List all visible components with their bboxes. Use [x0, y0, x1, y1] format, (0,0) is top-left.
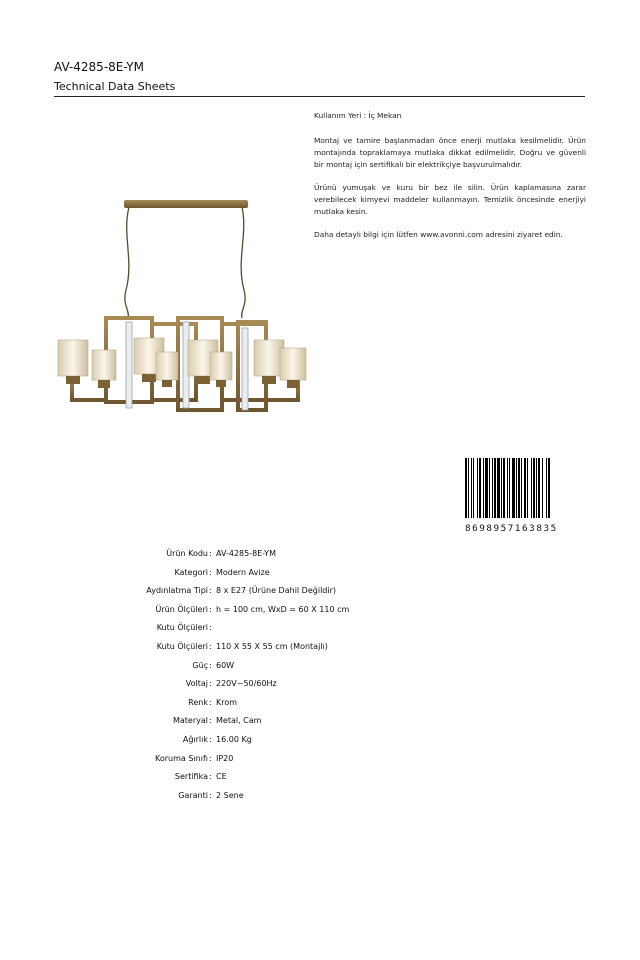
spec-separator: : [209, 772, 212, 782]
barcode-bar [465, 458, 467, 518]
lamp-shades [58, 338, 306, 388]
spec-separator: : [209, 735, 212, 744]
barcode-bar [471, 458, 472, 518]
barcode-bar [494, 458, 496, 518]
spec-separator: : [209, 642, 212, 651]
spec-value: 2 Sene [216, 790, 244, 800]
spec-label: Materyal [172, 716, 208, 726]
spec-value: 60W [216, 660, 235, 670]
spec-label: Sertifika [174, 772, 208, 782]
spec-row [0, 623, 640, 635]
barcode-bar [524, 458, 526, 518]
suspension-chains [125, 207, 245, 318]
barcode-bar [473, 458, 474, 518]
spec-row [0, 568, 640, 580]
barcode-bar [501, 458, 502, 518]
spec-row [0, 735, 640, 747]
barcode-bar [536, 458, 537, 518]
usage-location: Kullanım Yeri : İç Mekan [314, 111, 402, 120]
barcode-bar [468, 458, 469, 518]
barcode-bar [548, 458, 550, 518]
spec-label: Garanti [178, 790, 208, 800]
barcode-bar [479, 458, 481, 518]
chandelier-product-image [52, 190, 314, 430]
spec-row [0, 642, 640, 654]
spec-separator: : [209, 716, 212, 726]
spec-value: 220V~50/60Hz [216, 679, 277, 689]
spec-separator: : [209, 660, 212, 670]
spec-label: Renk [188, 697, 208, 707]
spec-label: Kutu Ölçüleri [156, 642, 208, 651]
barcode-bar [546, 458, 547, 518]
spec-row [0, 586, 640, 598]
barcode-bar [527, 458, 528, 518]
barcode-bar [503, 458, 505, 518]
barcode-bar [497, 458, 500, 518]
spec-value: 110 X 55 X 55 cm (Montajlı) [216, 642, 328, 651]
barcode-bar [485, 458, 488, 518]
spec-label: Aydınlatma Tipi [146, 586, 208, 596]
spec-label: Ürün Kodu [166, 549, 208, 558]
barcode-bar [512, 458, 515, 518]
spec-separator: : [209, 567, 212, 577]
spec-label: Koruma Sınıfı [155, 753, 208, 763]
barcode-bar [516, 458, 517, 518]
barcode-bar [542, 458, 543, 518]
spec-separator: : [209, 586, 212, 596]
spec-label: Ağırlık [182, 735, 208, 744]
spec-value: CE [216, 772, 227, 782]
barcode-bar [509, 458, 510, 518]
spec-label: Voltaj [185, 679, 208, 689]
spec-value: Metal, Cam [216, 716, 262, 726]
barcode-bar [507, 458, 508, 518]
spec-value: Modern Avize [216, 567, 270, 577]
barcode-bar [538, 458, 540, 518]
spec-separator: : [209, 549, 212, 558]
spec-row [0, 679, 640, 691]
spec-label: Kategori [174, 567, 208, 577]
spec-row [0, 549, 640, 561]
barcode-bar [518, 458, 520, 518]
spec-label: Ürün Ölçüleri [155, 604, 208, 614]
ceiling-canopy [124, 200, 248, 208]
spec-row [0, 754, 640, 766]
barcode-bar [531, 458, 532, 518]
spec-separator: : [209, 697, 212, 707]
spec-row [0, 661, 640, 673]
barcode-number: 8698957163835 [465, 523, 558, 534]
spec-separator: : [209, 604, 212, 614]
spec-value: 16.00 Kg [216, 735, 252, 744]
spec-label: Güç [192, 660, 208, 670]
spec-row [0, 772, 640, 784]
usage-notes [314, 110, 586, 252]
spec-row [0, 791, 640, 803]
barcode-bar [533, 458, 535, 518]
spec-row [0, 698, 640, 710]
product-barcode [465, 458, 585, 534]
spec-value: IP20 [216, 753, 234, 763]
header-divider [54, 96, 585, 97]
spec-separator: : [209, 753, 212, 763]
barcode-bar [489, 458, 490, 518]
barcode-bar [521, 458, 522, 518]
installation-warning: Montaj ve tamire başlanmadan önce enerji mutlaka kesilmelidir. Ürün montajında topraklamaya mutlaka dikkat edilmelidir. Doğru ve güvenli bir montaj için sertifikalı bir elektrikçiye başvurulmalıdır. [314, 136, 586, 169]
spec-row [0, 716, 640, 728]
spec-separator: : [209, 623, 212, 633]
spec-value: Krom [216, 697, 238, 707]
barcode-bar [477, 458, 478, 518]
spec-value: 8 x E27 (Ürüne Dahil Değildir) [216, 586, 336, 596]
spec-row [0, 605, 640, 617]
document-subtitle: Technical Data Sheets [54, 80, 176, 93]
more-info-text: Daha detaylı bilgi için lütfen www.avonni.com adresini ziyaret edin. [314, 230, 563, 239]
cleaning-instructions: Ürünü yumuşak ve kuru bir bez ile silin. Ürün kaplamasına zarar verebilecek kimyevi maddeler kullanmayın. Temizlik öncesinde enerjiyi mutlaka kesin. [314, 183, 586, 216]
spec-separator: : [209, 790, 212, 800]
spec-value: AV-4285-8E-YM [216, 549, 276, 558]
barcode-bars [465, 458, 585, 520]
barcode-bar [483, 458, 484, 518]
barcode-bar [492, 458, 493, 518]
chandelier-illustration [52, 190, 314, 430]
spec-label: Kutu Ölçüleri [156, 623, 208, 633]
spec-value: h = 100 cm, WxD = 60 X 110 cm [216, 604, 350, 614]
product-code-title: AV-4285-8E-YM [54, 60, 144, 74]
spec-separator: : [209, 679, 212, 689]
